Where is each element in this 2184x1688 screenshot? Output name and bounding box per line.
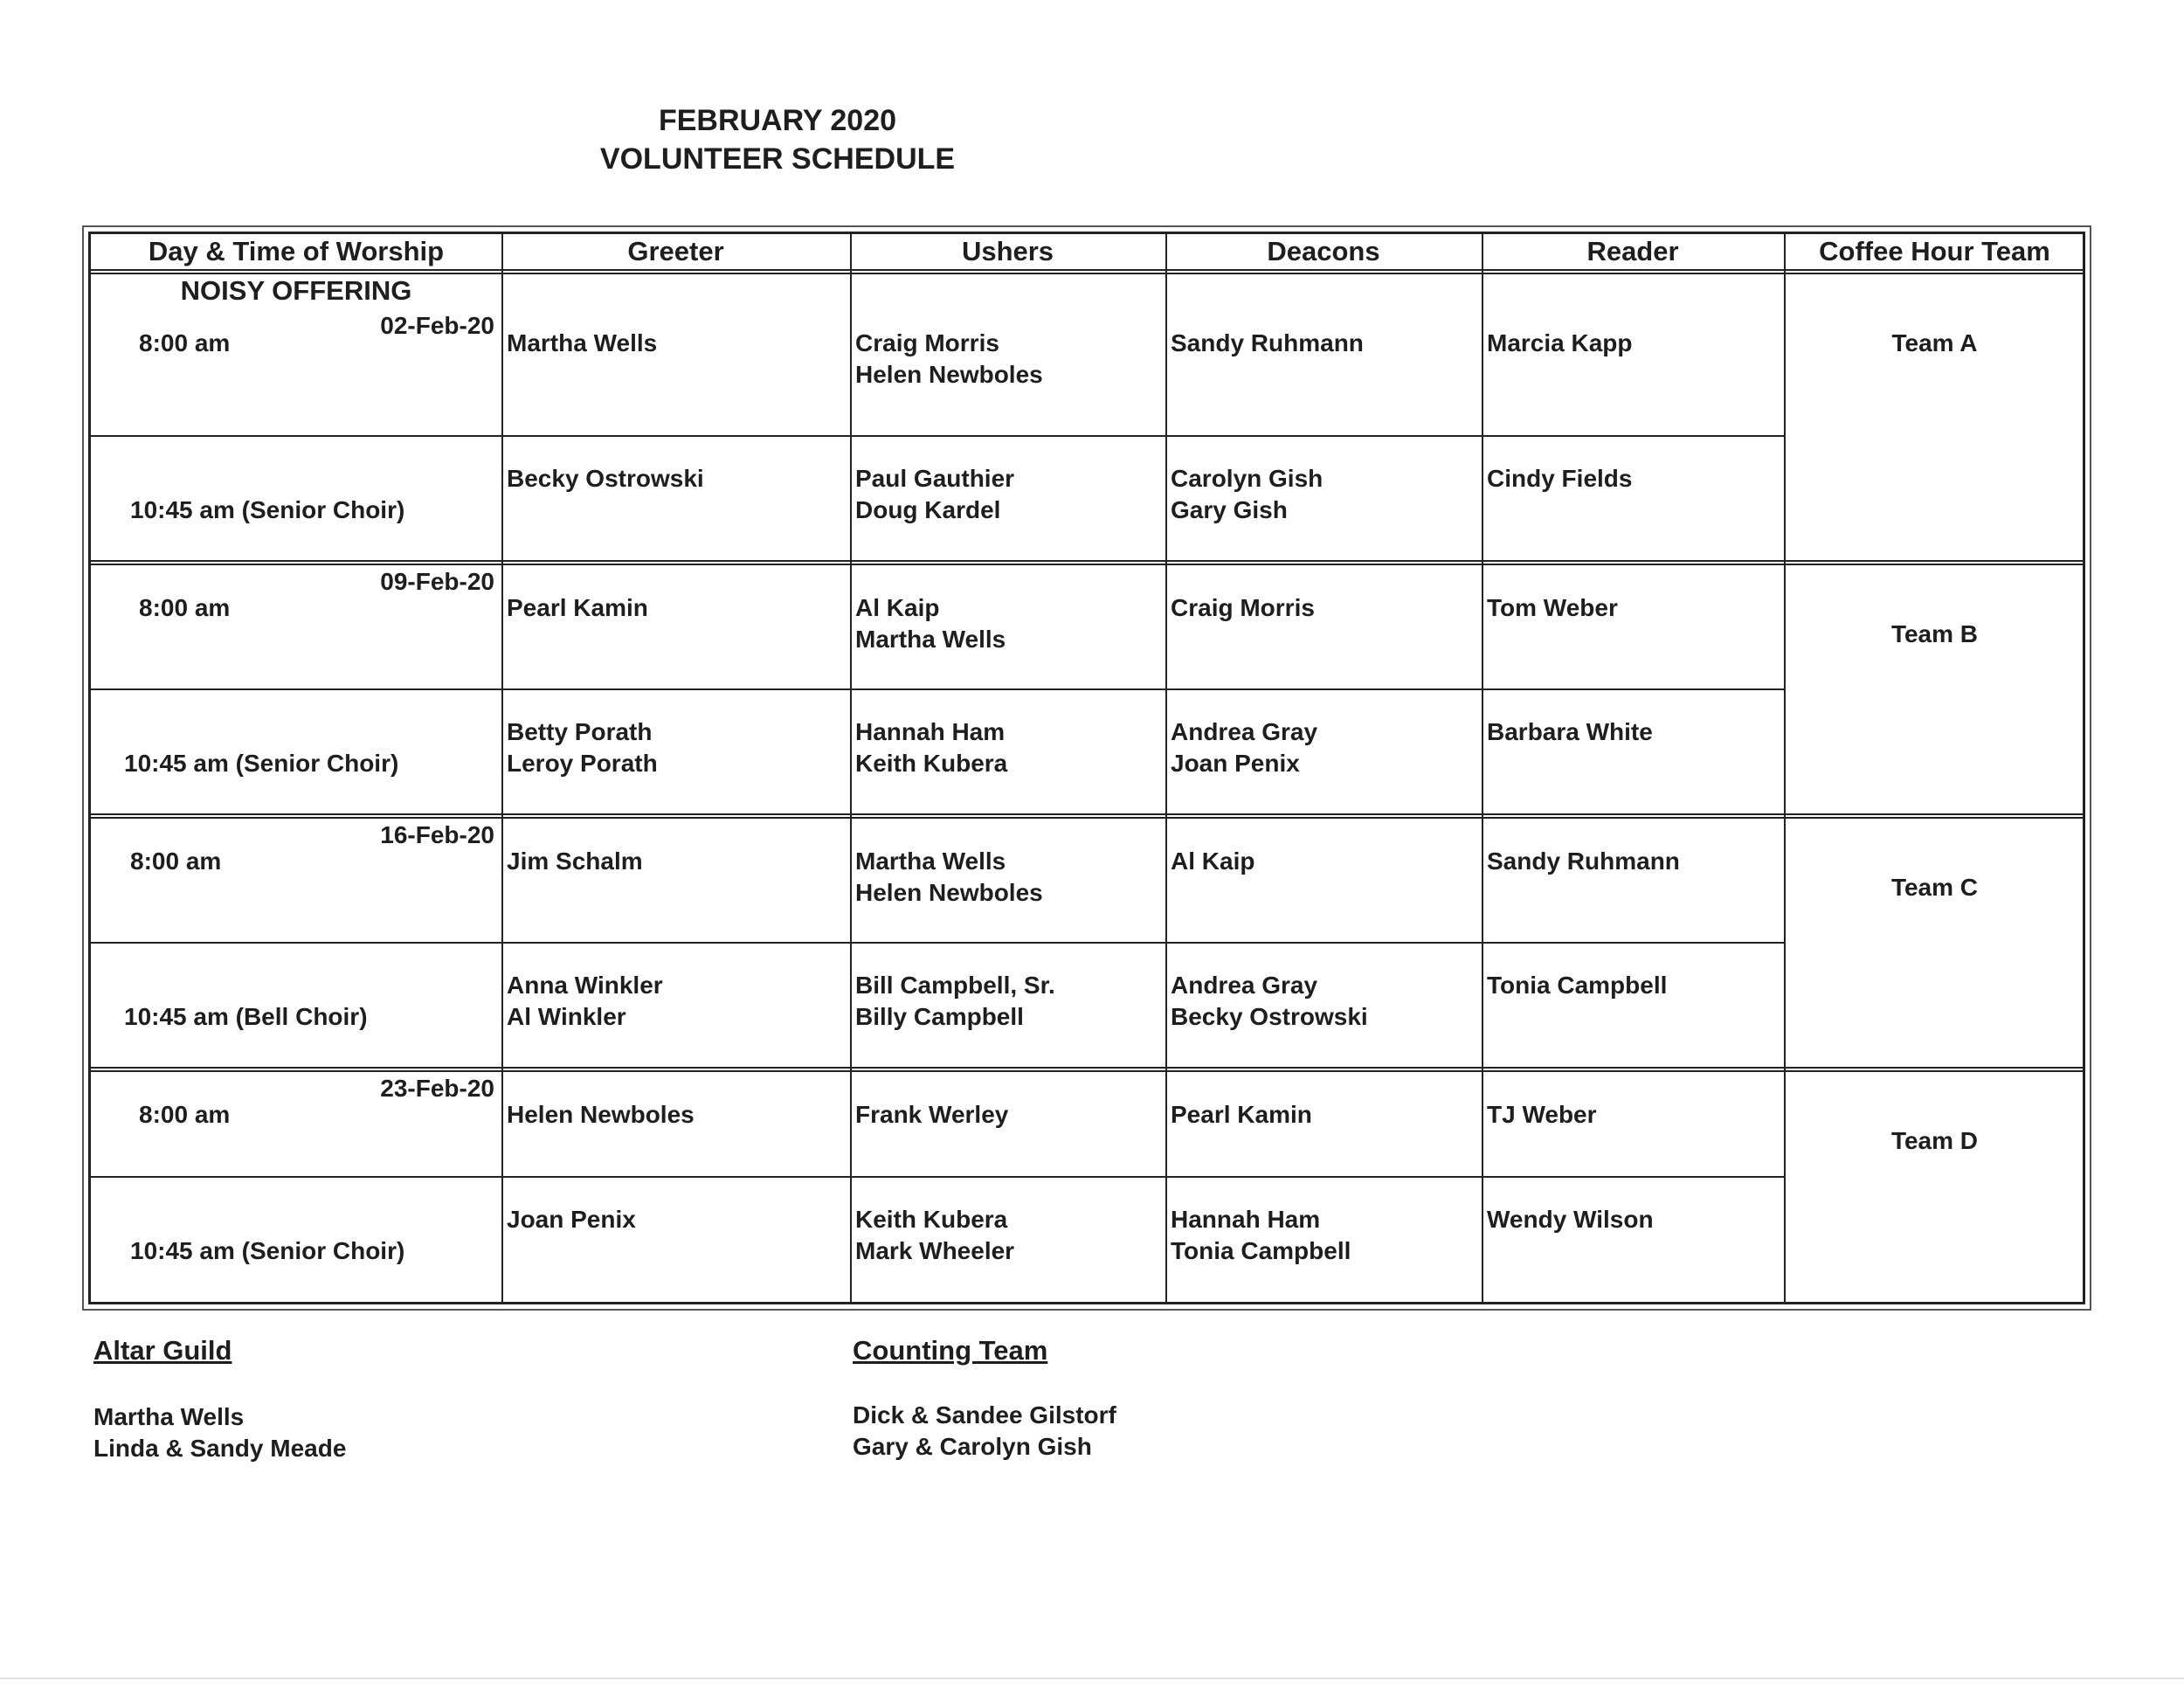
counting-team-title: Counting Team — [853, 1335, 1048, 1366]
week-divider — [91, 560, 2085, 562]
column-header: Day & Time of Worship — [148, 236, 445, 266]
week-date: 02-Feb-20 — [380, 312, 494, 339]
column-divider — [501, 234, 503, 1304]
deacons-name: Sandy Ruhmann — [1171, 329, 1364, 356]
column-divider — [850, 234, 852, 1304]
altar-guild-title: Altar Guild — [93, 1335, 232, 1366]
counting-team-member: Dick & Sandee Gilstorf — [853, 1401, 1116, 1429]
coffee-team: Team C — [1890, 874, 1979, 901]
altar-guild-member: Martha Wells — [93, 1403, 245, 1430]
greeter-name: Joan Penix — [507, 1206, 636, 1233]
schedule-table — [88, 232, 2085, 1304]
ushers-name: Paul Gauthier — [855, 465, 1015, 492]
column-divider — [1482, 234, 1483, 1304]
column-divider — [1165, 234, 1167, 1304]
greeter-name: Pearl Kamin — [507, 594, 648, 621]
page-edge — [0, 1678, 2184, 1679]
ushers-name: Doug Kardel — [855, 496, 1001, 523]
service-divider — [91, 688, 1784, 690]
column-header: Ushers — [961, 236, 1054, 266]
week-divider — [91, 564, 2085, 565]
page-subtitle: VOLUNTEER SCHEDULE — [599, 142, 956, 176]
deacons-name: Hannah Ham — [1171, 1206, 1321, 1233]
deacons-name: Becky Ostrowski — [1171, 1003, 1368, 1030]
week-date: 16-Feb-20 — [380, 821, 494, 848]
service-time: 10:45 am (Senior Choir) — [124, 750, 399, 777]
service-divider — [91, 942, 1784, 944]
service-time: 10:45 am (Senior Choir) — [130, 496, 405, 523]
week-divider — [91, 813, 2085, 815]
ushers-name: Craig Morris — [855, 329, 999, 356]
ushers-name: Frank Werley — [855, 1101, 1009, 1128]
header-rule — [91, 273, 2085, 274]
column-header: Reader — [1586, 236, 1679, 266]
altar-guild-member: Linda & Sandy Meade — [93, 1435, 347, 1462]
column-header: Coffee Hour Team — [1819, 236, 2050, 266]
reader-name: Cindy Fields — [1487, 465, 1633, 492]
deacons-name: Andrea Gray — [1171, 972, 1318, 999]
ushers-name: Keith Kubera — [855, 1206, 1008, 1233]
deacons-name: Pearl Kamin — [1171, 1101, 1312, 1128]
ushers-name: Mark Wheeler — [855, 1237, 1015, 1264]
service-time: 8:00 am — [139, 1101, 231, 1128]
week-date: 23-Feb-20 — [380, 1075, 494, 1102]
coffee-team: Team A — [1891, 329, 1978, 356]
greeter-name: Martha Wells — [507, 329, 658, 356]
ushers-name: Helen Newboles — [855, 361, 1043, 388]
reader-name: Tonia Campbell — [1487, 972, 1668, 999]
week-divider — [91, 1070, 2085, 1072]
reader-name: Sandy Ruhmann — [1487, 847, 1680, 875]
reader-name: Barbara White — [1487, 718, 1653, 745]
column-header: Deacons — [1267, 236, 1380, 266]
service-time: 10:45 am (Bell Choir) — [124, 1003, 368, 1030]
ushers-name: Billy Campbell — [855, 1003, 1024, 1030]
ushers-name: Hannah Ham — [855, 718, 1006, 745]
deacons-name: Joan Penix — [1171, 750, 1300, 777]
deacons-name: Gary Gish — [1171, 496, 1288, 523]
header-rule — [91, 269, 2085, 271]
ushers-name: Martha Wells — [855, 626, 1006, 653]
greeter-name: Becky Ostrowski — [507, 465, 704, 492]
ushers-name: Martha Wells — [855, 847, 1006, 875]
deacons-name: Carolyn Gish — [1171, 465, 1324, 492]
week-divider — [91, 1067, 2085, 1069]
deacons-name: Andrea Gray — [1171, 718, 1318, 745]
greeter-name: Anna Winkler — [507, 972, 663, 999]
greeter-name: Jim Schalm — [507, 847, 643, 875]
service-time: 10:45 am (Senior Choir) — [130, 1237, 405, 1264]
page-title: FEBRUARY 2020 — [658, 104, 897, 137]
service-time: 8:00 am — [139, 594, 231, 621]
week-date: 09-Feb-20 — [380, 568, 494, 595]
greeter-name: Al Winkler — [507, 1003, 626, 1030]
reader-name: Tom Weber — [1487, 594, 1618, 621]
service-time: 8:00 am — [139, 329, 231, 356]
ushers-name: Bill Campbell, Sr. — [855, 972, 1055, 999]
coffee-team: Team B — [1890, 620, 1979, 647]
service-divider — [91, 1176, 1784, 1178]
service-divider — [91, 435, 1784, 437]
reader-name: Marcia Kapp — [1487, 329, 1633, 356]
deacons-name: Al Kaip — [1171, 847, 1255, 875]
deacons-name: Tonia Campbell — [1171, 1237, 1351, 1264]
ushers-name: Keith Kubera — [855, 750, 1008, 777]
greeter-name: Leroy Porath — [507, 750, 658, 777]
column-header: Greeter — [627, 236, 724, 266]
service-time: 8:00 am — [130, 847, 222, 875]
ushers-name: Helen Newboles — [855, 879, 1043, 906]
coffee-team: Team D — [1890, 1127, 1979, 1154]
ushers-name: Al Kaip — [855, 594, 940, 621]
reader-name: Wendy Wilson — [1487, 1206, 1654, 1233]
greeter-name: Betty Porath — [507, 718, 653, 745]
reader-name: TJ Weber — [1487, 1101, 1597, 1128]
deacons-name: Craig Morris — [1171, 594, 1315, 621]
week-divider — [91, 817, 2085, 819]
greeter-name: Helen Newboles — [507, 1101, 695, 1128]
week-note: NOISY OFFERING — [180, 275, 412, 306]
counting-team-member: Gary & Carolyn Gish — [853, 1433, 1092, 1460]
